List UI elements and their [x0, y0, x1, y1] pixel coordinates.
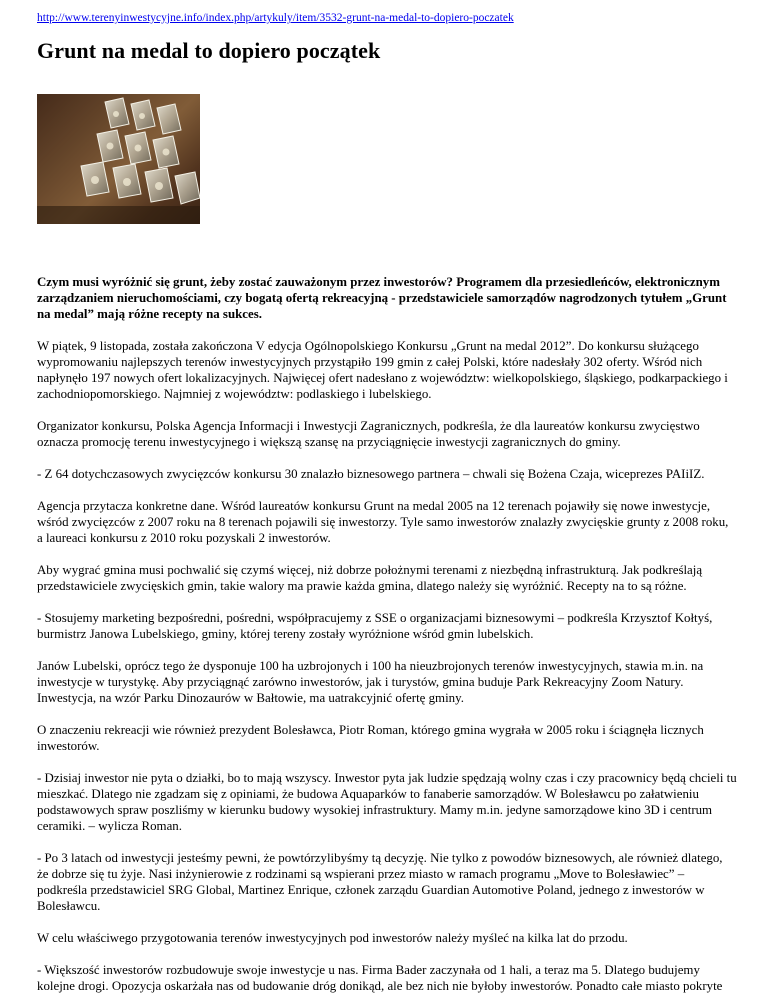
- document-page: [37, 0, 737, 994]
- article-paragraph: Janów Lubelski, oprócz tego że dysponuje 100 ha uzbrojonych i 100 ha nieuzbrojonych terenów inwestycyjnych, stawia m.in. na inwestycje w turystykę. Aby przyciągnąć zarówno inwestorów, jak i turystów, gmina buduje Park Rekreacyjny Zoom Natury. Inwestycja, na wzór Parku Dinozaurów w Bałtowie, ma uatrakcyjnić ofertę gminy.: [37, 659, 704, 705]
- article-paragraph: - Dzisiaj inwestor nie pyta o działki, bo to mają wszyscy. Inwestor pyta jak ludzie spędzają wolny czas i czy pracownicy będą chcieli tu mieszkać. Dlatego nie zgadzam się z opiniami, że budowa Aquaparków to fanaberie samorządów. W Bolesławcu po załatwieniu podstawowych spraw poszliśmy w kierunku budowy wysokiej infrastruktury. Mamy m.in. jedyne samorządowe kino 3D i centrum ceramiki. – wylicza Roman.: [37, 771, 737, 833]
- source-url-link[interactable]: http://www.terenyinwestycyjne.info/index.php/artykuly/item/3532-grunt-na-medal-to-dopiero-poczatek: [37, 12, 514, 24]
- article-paragraph: Organizator konkursu, Polska Agencja Informacji i Inwestycji Zagranicznych, podkreśla, że dla laureatów konkursu zwycięstwo oznacza promocję terenu inwestycyjnego i większą szansę na przyciągnięcie inwestycji zagranicznych do gminy.: [37, 419, 700, 449]
- article-paragraph: - Stosujemy marketing bezpośredni, pośredni, współpracujemy z SSE o organizacjami biznesowymi – podkreśla Krzysztof Kołtyś, burmistrz Janowa Lubelskiego, gminy, której tereny zostały wyróżnione wśród gmin lubelskich.: [37, 611, 713, 641]
- article-paragraph: - Po 3 latach od inwestycji jesteśmy pewni, że powtórzylibyśmy tą decyzję. Nie tylko z powodów biznesowych, ale również dlatego, że dobrze się tu żyje. Nasi inżynierowie z rodzinami są wspierani przez miasto w ramach programu „Move to Bolesławiec” – podkreśla przedstawiciel SRG Global, Martinez Enrique, członek zarządu Guardian Automotive Poland, jednego z inwestorów w Bolesławcu.: [37, 851, 723, 913]
- award-trophies-photo: [37, 94, 200, 224]
- article-title: Grunt na medal to dopiero początek: [37, 38, 381, 63]
- article-paragraph: O znaczeniu rekreacji wie również prezydent Bolesławca, Piotr Roman, którego gmina wygrała w 2005 roku i ściągnęła licznych inwestorów.: [37, 723, 704, 753]
- article-paragraph: - Większość inwestorów rozbudowuje swoje inwestycje u nas. Firma Bader zaczynała od 1 hali, a teraz ma 5. Dlatego budujemy kolejne drogi. Opozycja oskarżała nas od budowanie dróg donikąd, ale bez nich nie byłoby inwestorów. Ponadto całe miasto pokryte: [37, 963, 723, 993]
- article-paragraph: Aby wygrać gmina musi pochwalić się czymś więcej, niż dobrze położnymi terenami z niezbędną infrastrukturą. Jak podkreślają przedstawiciele zwycięskich gmin, takie walory ma prawie każda gmina, dlatego należy się wyróżnić. Recepty na to są różne.: [37, 563, 703, 593]
- article-paragraph: Agencja przytacza konkretne dane. Wśród laureatów konkursu Grunt na medal 2005 na 12 terenach pojawiły się nowe inwestycje, wśród zwycięzców z 2007 roku na 8 terenach pojawili się inwestorzy. Tyle samo inwestorów znalazły zwycięskie grunty z 2008 roku, a laureaci konkursu z 2010 roku pozyskali 2 inwestorów.: [37, 499, 729, 545]
- article-paragraph: - Z 64 dotychczasowych zwycięzców konkursu 30 znalazło biznesowego partnera – chwali się Bożena Czaja, wiceprezes PAIiIZ.: [37, 467, 705, 481]
- article-lead: Czym musi wyróżnić się grunt, żeby zostać zauważonym przez inwestorów? Programem dla przesiedleńców, elektronicznym zarządzaniem nieruchomościami, czy bogatą ofertą rekreacyjną - przedstawiciele samorządów nagrodzonych tytułem „Grunt na medal” mają różne recepty na sukces.: [37, 275, 727, 321]
- trophies-illustration: [37, 94, 200, 224]
- article-paragraph: W piątek, 9 listopada, została zakończona V edycja Ogólnopolskiego Konkursu „Grunt na medal 2012”. Do konkursu służącego wypromowaniu najlepszych terenów inwestycyjnych przystąpiło 199 gmin z całej Polski, które nadesłały 302 oferty. Wśród nich napłynęło 197 nowych ofert lokalizacyjnych. Najwięcej ofert nadesłano z województw: wielkopolskiego, śląskiego, podkarpackiego i zachodniopomorskiego. Najmniej z województw: podlaskiego i lubelskiego.: [37, 339, 728, 401]
- article-paragraph: W celu właściwego przygotowania terenów inwestycyjnych pod inwestorów należy myśleć na kilka lat do przodu.: [37, 931, 628, 945]
